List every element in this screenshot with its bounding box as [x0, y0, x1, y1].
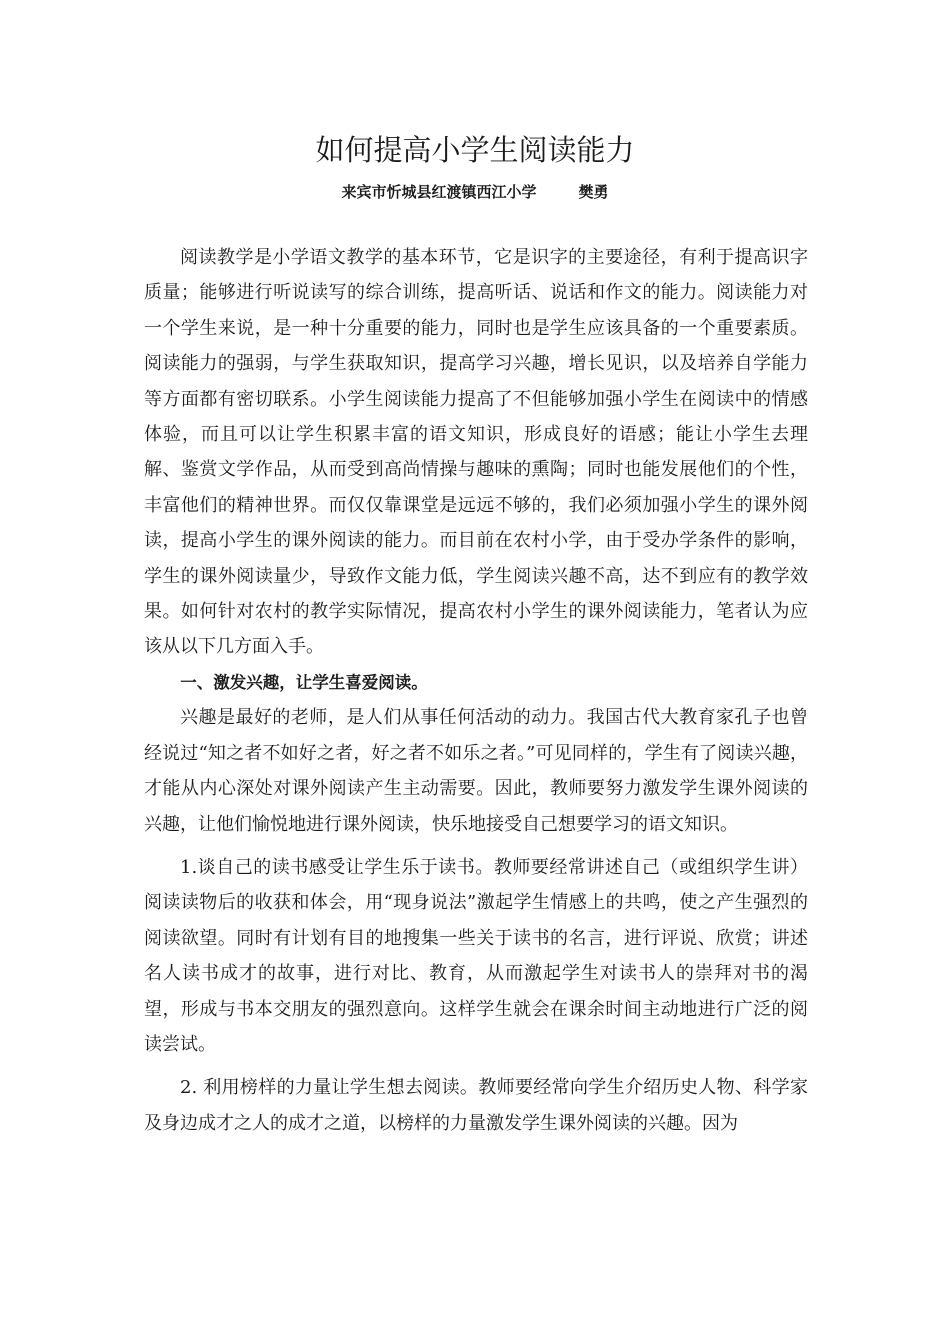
point-1-paragraph: 1.谈自己的读书感受让学生乐于读书。教师要经常讲述自己（或组织学生讲）阅读读物后的收获和体会，用“现身说法”激起学生情感上的共鸣，使之产生强烈的阅读欲望。同时有计划有目的地搜集一些关于读书的名言，进行评说、欣赏；讲述名人读书成才的故事，进行对比、教育，从而激起学生对读书人的崇拜对书的渴望，形成与书本交朋友的强烈意向。这样学生就会在课余时间主动地进行广泛的阅读尝试。 — [144, 856, 808, 1055]
document-title: 如何提高小学生阅读能力 — [315, 133, 635, 167]
intro-paragraph: 阅读教学是小学语文教学的基本环节，它是识字的主要途径，有利于提高识字质量；能够进行听说读写的综合训练，提高听话、说话和作文的能力。阅读能力对一个学生来说，是一种十分重要的能力，同时也是学生应该具备的一个重要素质。阅读能力的强弱，与学生获取知识，提高学习兴趣，增长见识，以及培养自学能力等方面都有密切联系。小学生阅读能力提高了不但能够加强小学生在阅读中的情感体验，而且可以让学生积累丰富的语文知识，形成良好的语感；能让小学生去理解、鉴赏文学作品，从而受到高尚情操与趣味的熏陶；同时也能发展他们的个性，丰富他们的精神世界。而仅仅靠课堂是远远不够的，我们必须加强小学生的课外阅读，提高小学生的课外阅读的能力。而目前在农村小学，由于受办学条件的影响，学生的课外阅读量少，导致作文能力低，学生阅读兴趣不高，达不到应有的教学效果。如何针对农村的教学实际情况，提高农村小学生的课外阅读能力，笔者认为应该从以下几方面入手。 — [144, 247, 808, 658]
author-name: 樊勇 — [578, 183, 609, 201]
section-1-heading: 一、激发兴趣，让学生喜爱阅读。 — [180, 672, 428, 692]
author-line — [0, 180, 950, 204]
author-school: 来宾市忻城县红渡镇西江小学 — [341, 183, 537, 201]
point-2-paragraph: 2. 利用榜样的力量让学生想去阅读。教师要经常向学生介绍历史人物、科学家及身边成才之人的成才之道，以榜样的力量激发学生课外阅读的兴趣。因为 — [144, 1077, 808, 1134]
document-body — [144, 240, 808, 1141]
section-1-paragraph: 兴趣是最好的老师，是人们从事任何活动的动力。我国古代大教育家孔子也曾经说过“知之者不如好之者，好之者不如乐之者。”可见同样的，学生有了阅读兴趣，才能从内心深处对课外阅读产生主动需要。因此，教师要努力激发学生课外阅读的兴趣，让他们愉悦地进行课外阅读，快乐地接受自己想要学习的语文知识。 — [144, 707, 808, 835]
